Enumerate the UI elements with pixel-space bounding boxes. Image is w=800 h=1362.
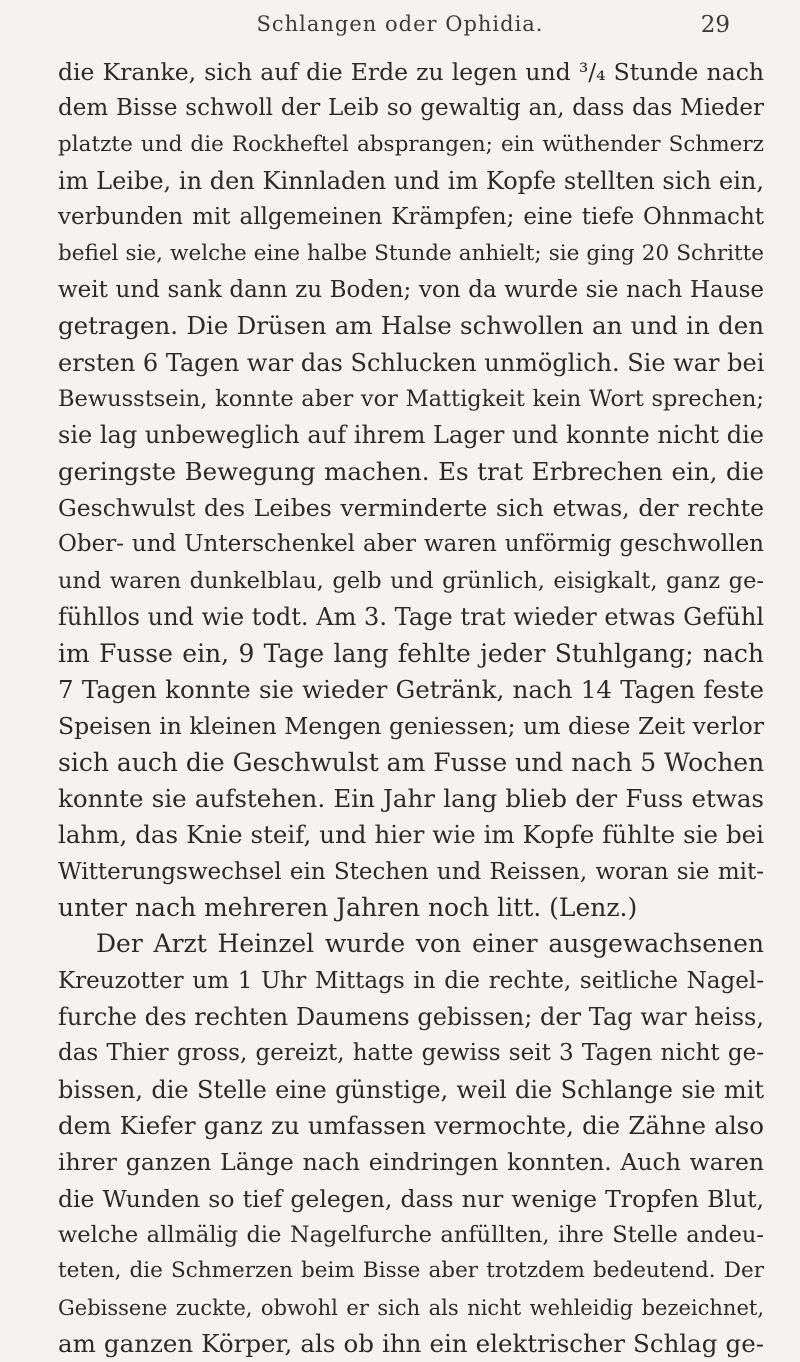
body-text: [58, 54, 764, 1362]
text-line: verbunden mit allgemeinen Krämpfen; eine tiefe Ohnmacht: [58, 204, 764, 231]
text-line: dem Bisse schwoll der Leib so gewaltig an, dass das Mieder: [58, 95, 764, 122]
text-line: dem Kiefer ganz zu umfassen vermochte, die Zähne also: [58, 1110, 764, 1140]
running-head: [0, 12, 800, 40]
text-line: ersten 6 Tagen war das Schlucken unmöglich. Sie war bei: [58, 348, 764, 377]
text-line: bissen, die Stelle eine günstige, weil die Schlange sie mit: [58, 1075, 764, 1104]
text-line: 7 Tagen konnte sie wieder Getränk, nach 14 Tagen feste: [58, 674, 764, 704]
text-line: platzte und die Rockheftel absprangen; ein wüthender Schmerz: [58, 131, 764, 157]
text-line: konnte sie aufstehen. Ein Jahr lang blieb der Fuss etwas: [58, 783, 764, 813]
text-line: die Kranke, sich auf die Erde zu legen und ³/₄ Stunde nach: [58, 58, 764, 86]
page-number: 29: [700, 12, 730, 38]
text-line: die Wunden so tief gelegen, dass nur wenige Tropfen Blut,: [58, 1184, 764, 1213]
text-line: Ober- und Unterschenkel aber waren unförmig geschwollen: [58, 531, 764, 558]
text-line: Bewusstsein, konnte aber vor Mattigkeit kein Wort sprechen;: [58, 386, 764, 413]
running-head-title: Schlangen oder Ophidia.: [256, 12, 544, 36]
text-line: teten, die Schmerzen beim Bisse aber trotzdem bedeutend. Der: [58, 1258, 764, 1284]
text-line: das Thier gross, gereizt, hatte gewiss seit 3 Tagen nicht ge-: [58, 1040, 764, 1067]
paragraph-start-line: Der Arzt Heinzel wurde von einer ausgewachsenen: [96, 929, 764, 959]
text-line: Speisen in kleinen Mengen geniessen; um diese Zeit verlor: [58, 712, 764, 741]
text-line: Gebissene zuckte, obwohl er sich als nicht wehleidig bezeichnet,: [58, 1295, 764, 1320]
text-line: sich auch die Geschwulst am Fusse und nach 5 Wochen: [58, 747, 764, 777]
text-line: Witterungswechsel ein Stechen und Reissen, woran sie mit-: [58, 858, 764, 885]
text-line: getragen. Die Drüsen am Halse schwollen an und in den: [58, 311, 764, 341]
text-line: und waren dunkelblau, gelb und grünlich, eisigkalt, ganz ge-: [58, 567, 764, 594]
text-line: lahm, das Knie steif, und hier wie im Kopfe fühlte sie bei: [58, 820, 764, 850]
text-line: im Fusse ein, 9 Tage lang fehlte jeder Stuhlgang; nach: [58, 638, 764, 668]
text-line: welche allmälig die Nagelfurche anfüllten, ihre Stelle andeu-: [58, 1222, 764, 1248]
text-line: im Leibe, in den Kinnladen und im Kopfe stellten sich ein,: [58, 167, 764, 196]
text-line: geringste Bewegung machen. Es trat Erbrechen ein, die: [58, 456, 764, 486]
text-line: ihrer ganzen Länge nach eindringen konnten. Auch waren: [58, 1148, 764, 1177]
text-line: furche des rechten Daumens gebissen; der Tag war heiss,: [58, 1002, 764, 1031]
text-line: am ganzen Körper, als ob ihn ein elektrischer Schlag ge-: [58, 1329, 764, 1359]
text-line: befiel sie, welche eine halbe Stunde anhielt; sie ging 20 Schritte: [58, 240, 764, 266]
text-line: Kreuzotter um 1 Uhr Mittags in die rechte, seitliche Nagel-: [58, 967, 764, 994]
text-line: sie lag unbeweglich auf ihrem Lager und konnte nicht die: [58, 421, 764, 450]
text-line: fühllos und wie todt. Am 3. Tage trat wieder etwas Gefühl: [58, 603, 764, 632]
paragraph-end-line: unter nach mehreren Jahren noch litt. (Lenz.): [58, 892, 638, 922]
text-line: weit und sank dann zu Boden; von da wurde sie nach Hause: [58, 277, 764, 304]
text-line: Geschwulst des Leibes verminderte sich etwas, der rechte: [58, 494, 764, 523]
